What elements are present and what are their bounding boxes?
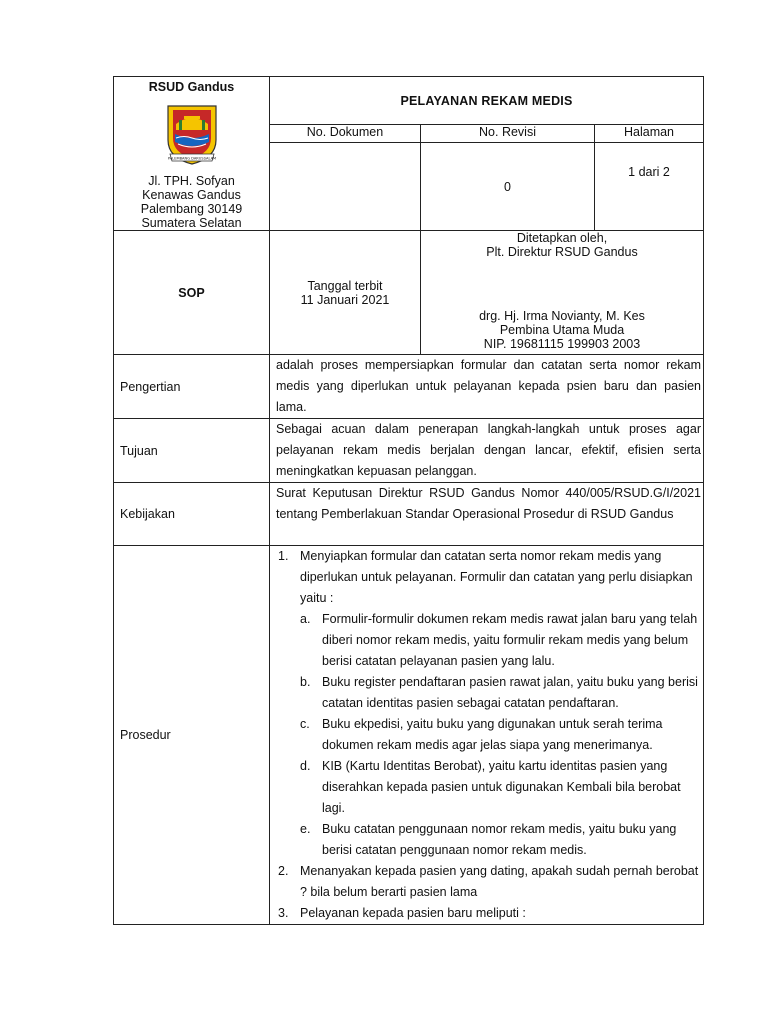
no-revisi-text: 0 (504, 179, 511, 194)
halaman-value (595, 143, 704, 231)
step-text: Pelayanan kepada pasien baru meliputi : (300, 906, 526, 920)
step-number: 3. (278, 906, 289, 920)
step-number: 2. (278, 864, 289, 878)
halaman-label: Halaman (595, 125, 704, 143)
substep-text: KIB (Kartu Identitas Berobat), yaitu kartu identitas pasien yang diserahkan kepada pasien untuk digunakan Kembali bila berobat lagi. (322, 759, 681, 815)
substep-d (300, 756, 703, 819)
substep-text: Buku catatan penggunaan nomor rekam medis, yaitu buku yang berisi catatan penggunaan nomor rekam medis. (322, 822, 677, 857)
substep-letter: e. (300, 822, 311, 836)
prosedur-content (270, 546, 704, 925)
substep-letter: b. (300, 675, 311, 689)
ditetapkan-cell (421, 231, 704, 355)
substep-text: Buku ekpedisi, yaitu buku yang digunakan untuk serah terima dokumen rekam medis agar jelas siapa yang menerimanya. (322, 717, 663, 752)
sop-table (113, 76, 704, 925)
address-line-1: Jl. TPH. Sofyan (148, 174, 235, 188)
substep-letter: d. (300, 759, 311, 773)
document-title: PELAYANAN REKAM MEDIS (270, 77, 704, 125)
address-line-2: Kenawas Gandus (142, 188, 241, 202)
step-text: Menanyakan kepada pasien yang dating, apakah sudah pernah berobat ? bila belum berarti pasien lama (300, 864, 699, 899)
prosedur-label: Prosedur (114, 546, 270, 925)
prosedur-step-1 (270, 546, 703, 861)
signer-rank: Pembina Utama Muda (499, 323, 625, 337)
signer-name: drg. Hj. Irma Novianty, M. Kes (479, 309, 645, 323)
tujuan-text: Sebagai acuan dalam penerapan langkah-langkah untuk proses agar pelayanan rekam medis berjalan dengan lancar, efektif, efisien serta meningkatkan kepuasan pelanggan. (270, 419, 704, 483)
kebijakan-text: Surat Keputusan Direktur RSUD Gandus Nomor 440/005/RSUD.G/I/2021 tentang Pemberlakuan Standar Operasional Prosedur di RSUD Gandus (270, 483, 704, 546)
prosedur-step-3 (270, 903, 703, 924)
no-revisi-value (421, 143, 595, 231)
step-number: 1. (278, 549, 289, 563)
hospital-logo-icon (162, 100, 222, 166)
sop-label: SOP (114, 231, 270, 355)
signer-nip: NIP. 19681115 199903 2003 (483, 337, 641, 351)
prosedur-steps (270, 546, 703, 924)
tanggal-terbit-value: 11 Januari 2021 (300, 292, 390, 307)
substep-c (300, 714, 703, 756)
hospital-info-cell (114, 77, 270, 231)
prosedur-substeps (300, 609, 703, 861)
substep-text: Buku register pendaftaran pasien rawat jalan, yaitu buku yang berisi catatan identitas pasien sebagai catatan pendaftaran. (322, 675, 698, 710)
step-text: Menyiapkan formular dan catatan serta nomor rekam medis yang diperlukan untuk pelayanan. Formulir dan catatan yang perlu disiapkan yaitu : (300, 549, 693, 605)
ditetapkan-line-1: Ditetapkan oleh, (516, 231, 608, 245)
kebijakan-label: Kebijakan (114, 483, 270, 546)
halaman-text: 1 dari 2 (628, 165, 670, 179)
hospital-name: RSUD Gandus (148, 80, 235, 94)
tanggal-terbit-label: Tanggal terbit (307, 278, 383, 293)
no-dokumen-value (270, 143, 421, 231)
no-dokumen-label: No. Dokumen (270, 125, 421, 143)
no-revisi-label: No. Revisi (421, 125, 595, 143)
pengertian-label: Pengertian (114, 355, 270, 419)
ditetapkan-line-2: Plt. Direktur RSUD Gandus (486, 245, 638, 259)
tujuan-label: Tujuan (114, 419, 270, 483)
substep-e (300, 819, 703, 861)
substep-letter: a. (300, 612, 311, 626)
substep-letter: c. (300, 717, 310, 731)
prosedur-step-2 (270, 861, 703, 903)
logo-text: PALEMBANG DARUSSALAM (167, 156, 216, 161)
address-line-4: Sumatera Selatan (141, 216, 242, 230)
substep-b (300, 672, 703, 714)
pengertian-text: adalah proses mempersiapkan formular dan catatan serta nomor rekam medis yang diperlukan untuk pelayanan kepada psien baru dan pasien lama. (270, 355, 704, 419)
substep-a (300, 609, 703, 672)
address-line-3: Palembang 30149 (140, 202, 243, 216)
tanggal-terbit-cell (270, 231, 421, 355)
substep-text: Formulir-formulir dokumen rekam medis rawat jalan baru yang telah diberi nomor rekam medis, yaitu formulir rekam medis yang belum berisi catatan pelayanan pasien yang lalu. (322, 612, 698, 668)
sop-document (113, 76, 703, 918)
